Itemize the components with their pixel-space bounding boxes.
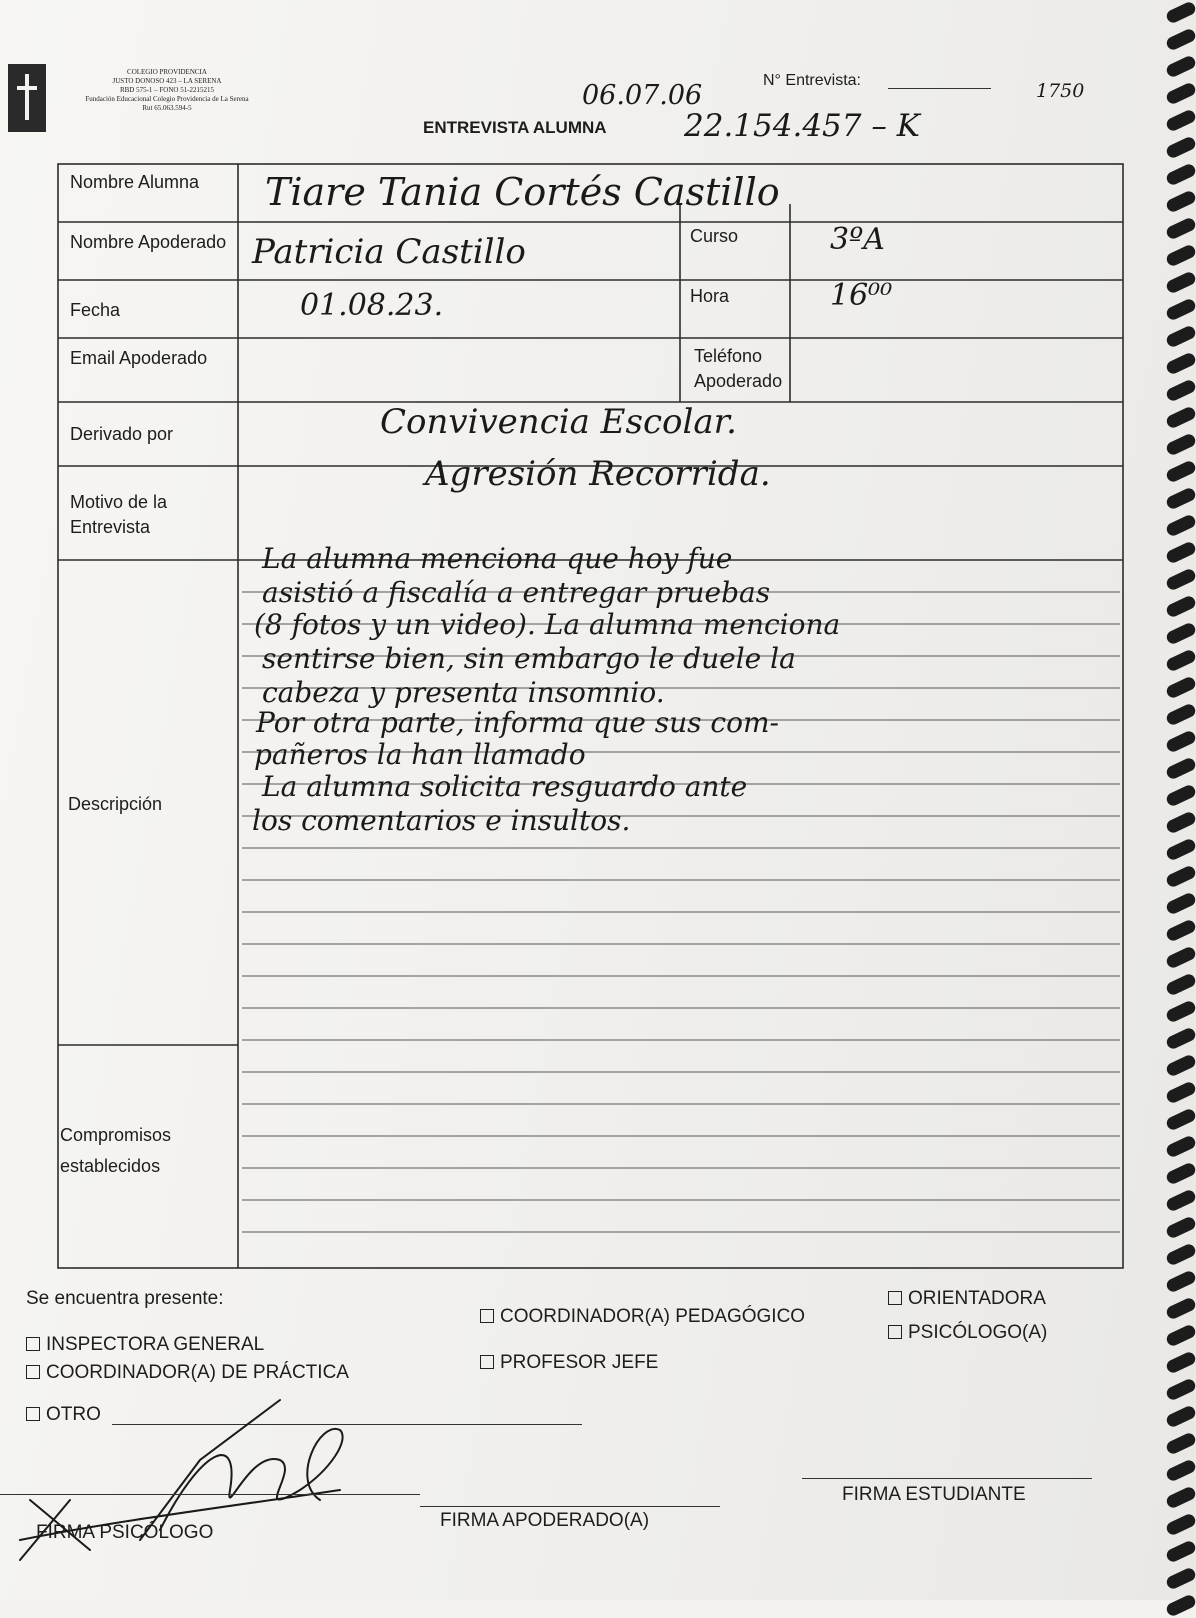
spiral-coil xyxy=(1165,972,1196,996)
checkbox-icon[interactable] xyxy=(480,1309,494,1323)
value-student-name: Tiare Tania Cortés Castillo xyxy=(265,170,780,214)
spiral-coil xyxy=(1165,1377,1196,1401)
school-info xyxy=(52,68,282,113)
value-reason: Agresión Recorrida. xyxy=(425,454,771,494)
cross-logo-icon xyxy=(8,64,46,132)
handwritten-interview-number: 1750 xyxy=(1036,80,1085,102)
option-coordinador-pedagogico[interactable] xyxy=(480,1306,805,1328)
description-line: Por otra parte, informa que sus com- xyxy=(256,706,779,739)
label-guardian-name: Nombre Apoderado xyxy=(70,232,227,252)
option-label: PROFESOR JEFE xyxy=(500,1352,659,1373)
label-email: Email Apoderado xyxy=(70,348,208,368)
spiral-coil xyxy=(1165,837,1196,861)
option-label: OTRO xyxy=(46,1404,101,1425)
spiral-coil xyxy=(1165,189,1196,213)
signature-line-psicologo xyxy=(0,1494,420,1495)
signature-label-psicologo: FIRMA PSICÓLOGO xyxy=(36,1522,214,1543)
label-reason: Motivo de la Entrevista xyxy=(70,492,168,537)
spiral-coil xyxy=(1165,810,1196,834)
spiral-coil xyxy=(1165,648,1196,672)
signature-line-estudiante xyxy=(802,1478,1092,1479)
spiral-coil xyxy=(1165,1404,1196,1428)
value-guardian-name: Patricia Castillo xyxy=(252,232,526,272)
school-letterhead xyxy=(8,64,288,136)
interview-form xyxy=(30,140,1150,1280)
description-line: (8 fotos y un video). La alumna menciona xyxy=(254,608,841,641)
spiral-coil xyxy=(1165,1134,1196,1158)
signature-label-estudiante: FIRMA ESTUDIANTE xyxy=(842,1484,1026,1505)
spiral-coil xyxy=(1165,459,1196,483)
spiral-coil xyxy=(1165,1431,1196,1455)
spiral-coil xyxy=(1165,1080,1196,1104)
spiral-coil xyxy=(1165,999,1196,1023)
spiral-coil xyxy=(1165,297,1196,321)
checkbox-icon[interactable] xyxy=(888,1291,902,1305)
school-name: COLEGIO PROVIDENCIA xyxy=(127,68,207,76)
spiral-coil xyxy=(1165,864,1196,888)
spiral-coil xyxy=(1165,432,1196,456)
spiral-coil xyxy=(1165,54,1196,78)
spiral-coil xyxy=(1165,918,1196,942)
option-label: COORDINADOR(A) DE PRÁCTICA xyxy=(46,1362,349,1383)
spiral-coil xyxy=(1165,783,1196,807)
option-label: PSICÓLOGO(A) xyxy=(908,1322,1048,1343)
page-title: ENTREVISTA ALUMNA xyxy=(423,118,607,137)
spiral-coil xyxy=(1165,1053,1196,1077)
spiral-coil xyxy=(1165,1323,1196,1347)
spiral-coil xyxy=(1165,891,1196,915)
spiral-coil xyxy=(1165,540,1196,564)
value-referred-by: Convivencia Escolar. xyxy=(380,402,737,442)
spiral-coil xyxy=(1165,945,1196,969)
label-phone: Teléfono Apoderado xyxy=(694,346,783,391)
spiral-coil xyxy=(1165,729,1196,753)
spiral-coil xyxy=(1165,378,1196,402)
spiral-coil xyxy=(1165,324,1196,348)
value-date: 01.08.23. xyxy=(300,288,444,323)
signature-line-apoderado xyxy=(420,1506,720,1507)
checkbox-icon[interactable] xyxy=(888,1325,902,1339)
description-line: asistió a fiscalía a entregar pruebas xyxy=(262,576,771,609)
spiral-coil xyxy=(1165,1242,1196,1266)
spiral-coil xyxy=(1165,1188,1196,1212)
spiral-coil xyxy=(1165,1539,1196,1563)
label-time: Hora xyxy=(690,286,730,306)
label-date: Fecha xyxy=(70,300,121,320)
school-address: JUSTO DONOSO 423 – LA SERENA xyxy=(112,77,222,85)
interview-number-line xyxy=(888,88,991,89)
spiral-coil xyxy=(1165,1485,1196,1509)
spiral-coil xyxy=(1165,1296,1196,1320)
value-time: 16⁰⁰ xyxy=(830,278,893,313)
option-label: INSPECTORA GENERAL xyxy=(46,1334,265,1355)
spiral-coil xyxy=(1165,351,1196,375)
option-coordinador-practica[interactable] xyxy=(26,1362,349,1384)
option-orientadora[interactable] xyxy=(888,1288,1046,1310)
option-label: COORDINADOR(A) PEDAGÓGICO xyxy=(500,1306,806,1327)
school-rut: Rut 65.063.594-5 xyxy=(142,104,192,112)
label-description: Descripción xyxy=(68,794,163,814)
description-line: cabeza y presenta insomnio. xyxy=(262,676,665,709)
label-student-name: Nombre Alumna xyxy=(70,172,200,192)
spiral-coil xyxy=(1165,1107,1196,1131)
spiral-coil xyxy=(1165,1269,1196,1293)
signature-label-apoderado: FIRMA APODERADO(A) xyxy=(440,1510,650,1531)
description-line: sentirse bien, sin embargo le duele la xyxy=(262,642,796,675)
option-profesor-jefe[interactable] xyxy=(480,1352,658,1374)
spiral-coil xyxy=(1165,1215,1196,1239)
spiral-coil xyxy=(1165,108,1196,132)
spiral-coil xyxy=(1165,1512,1196,1536)
spiral-coil xyxy=(1165,1458,1196,1482)
option-inspectora-general[interactable] xyxy=(26,1334,264,1356)
spiral-coil xyxy=(1165,270,1196,294)
spiral-coil xyxy=(1165,1026,1196,1050)
school-foundation: Fundación Educacional Colegio Providencia de La Serena xyxy=(85,95,249,103)
spiral-coil xyxy=(1165,621,1196,645)
description-line: pañeros la han llamado xyxy=(254,738,586,771)
interview-number-label: N° Entrevista: xyxy=(763,72,861,89)
school-phone: RBD 575-1 – FONO 51-2215215 xyxy=(119,86,215,94)
option-label: ORIENTADORA xyxy=(908,1288,1046,1309)
label-commitments: Compromisos establecidos xyxy=(60,1125,172,1176)
spiral-coil xyxy=(1165,243,1196,267)
label-referred-by: Derivado por xyxy=(70,424,174,444)
checkbox-icon[interactable] xyxy=(26,1337,40,1351)
handwritten-rut: 22.154.457 – K xyxy=(684,108,920,144)
spiral-coil xyxy=(1165,81,1196,105)
checkbox-icon[interactable] xyxy=(480,1355,494,1369)
spiral-coil xyxy=(1165,486,1196,510)
spiral-coil xyxy=(1165,702,1196,726)
label-course: Curso xyxy=(690,226,739,246)
handwritten-date: 06.07.06 xyxy=(582,80,703,111)
value-course: 3ºA xyxy=(830,222,885,257)
spiral-coil xyxy=(1165,513,1196,537)
description-line: los comentarios e insultos. xyxy=(252,804,631,837)
spiral-coil xyxy=(1165,1161,1196,1185)
spiral-coil xyxy=(1165,162,1196,186)
spiral-coil xyxy=(1165,1593,1196,1617)
spiral-coil xyxy=(1165,1350,1196,1374)
spiral-coil xyxy=(1165,27,1196,51)
spiral-coil xyxy=(1165,1566,1196,1590)
spiral-coil xyxy=(1165,675,1196,699)
description-line: La alumna menciona que hoy fue xyxy=(262,542,733,575)
spiral-coil xyxy=(1165,135,1196,159)
checkbox-icon[interactable] xyxy=(26,1365,40,1379)
spiral-coil xyxy=(1165,216,1196,240)
option-psicologo[interactable] xyxy=(888,1322,1047,1344)
notebook-spiral xyxy=(1160,0,1196,1600)
description-line: La alumna solicita resguardo ante xyxy=(262,770,748,803)
spiral-coil xyxy=(1165,0,1196,24)
spiral-coil xyxy=(1165,405,1196,429)
spiral-coil xyxy=(1165,594,1196,618)
present-label: Se encuentra presente: xyxy=(26,1288,224,1309)
spiral-coil xyxy=(1165,567,1196,591)
spiral-coil xyxy=(1165,756,1196,780)
